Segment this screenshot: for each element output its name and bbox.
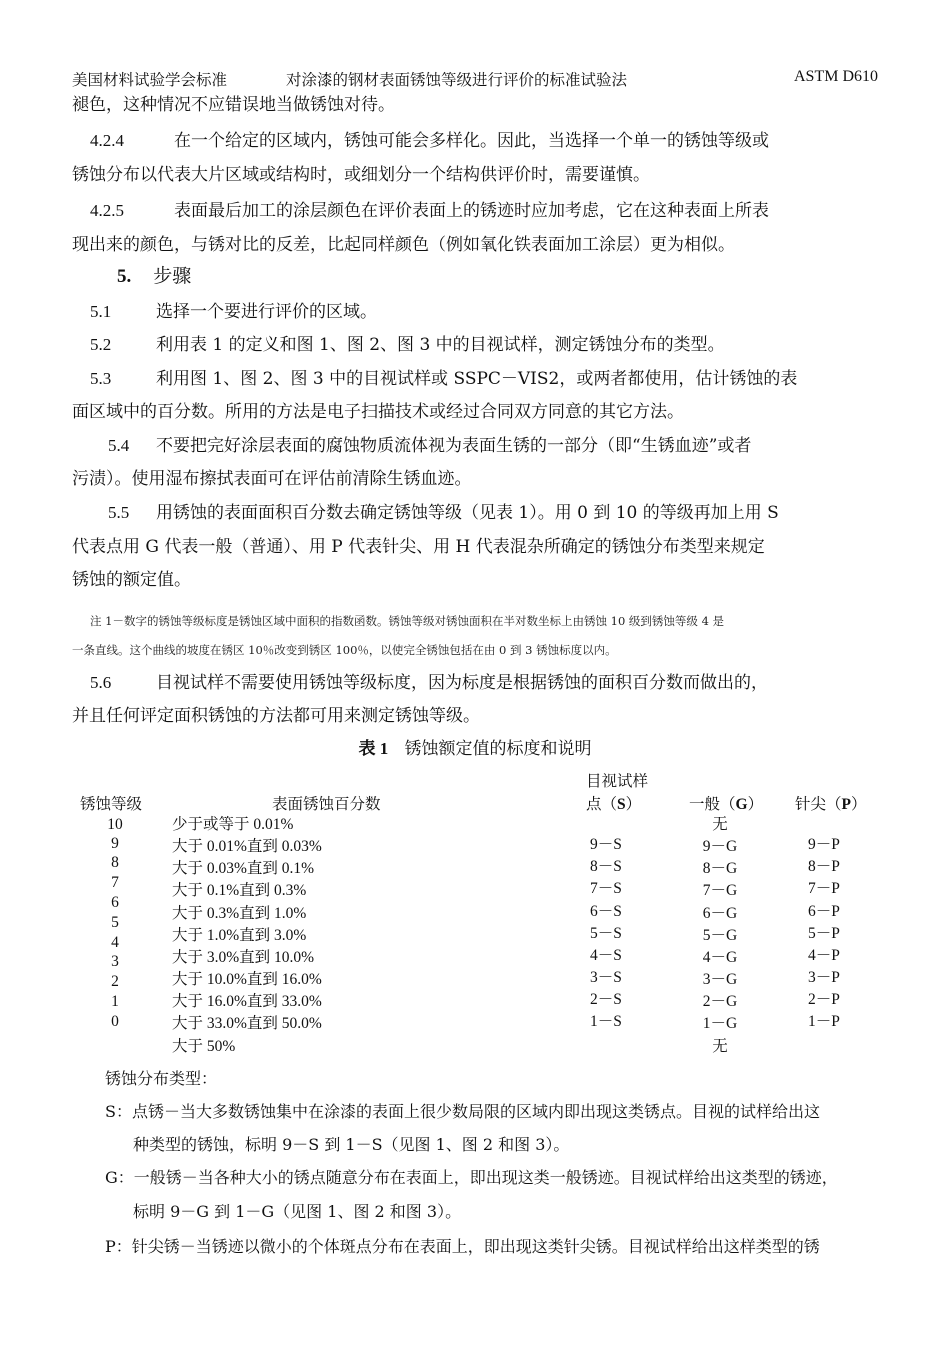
table-grade-cell: 2 [111,973,119,990]
table-general-cell: 4－G [702,949,738,966]
paragraph-5-6-line2: 并且任何评定面积锈蚀的方法都可用来测定锈蚀等级。 [72,706,480,726]
table-pin-cell: 1－P [808,1013,840,1030]
paragraph-line: 选择一个要进行评价的区域。 [156,302,377,322]
table-percent-cell: 大于 16.0%直到 33.0% [172,993,322,1010]
note-1-line2: 一条直线。这个曲线的坡度在锈区 10％改变到锈区 100％，以使完全锈蚀包括在由 0 到 3 锈蚀标度以内。 [72,643,617,657]
table-general-cell: 8－G [702,860,738,877]
header-text: ） [625,795,642,813]
paragraph-5-5-line2: 代表点用 G 代表一般（普通）、用 P 代表针尖、用 H 代表混杂所确定的锈蚀分布类型来规定 [72,537,765,557]
paragraph-line: 利用表 1 的定义和图 1、图 2、图 3 中的目视试样，测定锈蚀分布的类型。 [156,335,725,355]
table-grade-cell: 0 [111,1013,119,1030]
paragraph-line: 目视试样不需要使用锈蚀等级标度，因为标度是根据锈蚀的面积百分数而做出的， [156,673,768,693]
table-general-cell: 7－G [702,882,738,899]
note-1-line1: 注 1－数字的锈蚀等级标度是锈蚀区域中面积的指数函数。锈蚀等级对锈蚀面积在半对数坐标上由锈蚀 10 级到锈蚀等级 4 是 [90,614,725,628]
table-percent-cell: 大于 0.3%直到 1.0% [172,905,307,922]
header-document-title: 对涂漆的钢材表面锈蚀等级进行评价的标准试验法 [286,71,628,89]
paragraph-5-5 [108,502,779,524]
table-pin-cell: 4－P [808,947,840,964]
table-general-cell: 9－G [702,838,738,855]
table-spot-cell: 4－S [590,947,622,964]
table-general-cell: 无 [712,816,728,833]
table-title [0,738,950,760]
header-text: ） [747,795,764,813]
table-label: 表 1 [358,739,389,758]
table-spot-cell: 6－S [590,903,622,920]
table-header-spot-line1: 目视试样 [586,772,649,790]
paragraph-number: 4.2.5 [90,201,124,220]
paragraph-line: 用锈蚀的表面面积百分数去确定锈蚀等级（见表 1）。用 0 到 10 的等级再加上用 S [156,503,779,523]
table-pin-cell: 9－P [808,836,840,853]
table-pin-cell: 6－P [808,903,840,920]
table-caption: 锈蚀额定值的标度和说明 [404,739,592,759]
table-percent-cell: 大于 3.0%直到 10.0% [172,949,315,966]
paragraph-number: 4.2.4 [90,131,124,150]
table-percent-cell: 大于 0.03%直到 0.1% [172,860,315,877]
paragraph-5-3-line2: 面区域中的百分数。所用的方法是电子扫描技术或经过合同双方同意的其它方法。 [72,402,684,422]
paragraph-5-3 [90,368,797,390]
table-header-spot-line2 [586,794,641,815]
paragraph-number: 5.6 [90,673,112,692]
table-header-percent: 表面锈蚀百分数 [272,795,381,813]
paragraph-number: 5.2 [90,335,112,354]
table-grade-cell: 5 [111,914,119,931]
header-text: ） [850,795,867,813]
paragraph-5-4-line2: 污渍）。使用湿布擦拭表面可在评估前清除生锈血迹。 [72,469,472,489]
paragraph-number: 5.4 [108,436,130,455]
paragraph-5-4 [108,435,751,457]
table-general-cell: 1－G [702,1015,738,1032]
table-percent-cell: 大于 50% [172,1038,236,1055]
table-general-cell: 6－G [702,905,738,922]
table-percent-cell: 大于 10.0%直到 16.0% [172,971,322,988]
table-header-general [689,794,763,815]
paragraph-number: 5.5 [108,503,130,522]
table-general-cell: 2－G [702,993,738,1010]
table-grade-cell: 3 [111,953,119,970]
table-grade-cell: 8 [111,854,119,871]
table-pin-cell: 2－P [808,991,840,1008]
paragraph-4-2-5-line2: 现出来的颜色，与锈对比的反差，比起同样颜色（例如氧化铁表面加工涂层）更为相似。 [72,235,735,255]
table-grade-cell: 10 [107,816,123,833]
table-pin-cell: 3－P [808,969,840,986]
table-pin-cell: 5－P [808,925,840,942]
paragraph-4-2-5 [90,200,769,222]
paragraph-line: 表面最后加工的涂层颜色在评价表面上的锈迹时应加考虑，它在这种表面上所表 [174,201,769,221]
distribution-spot-line1: S：点锈－当大多数锈蚀集中在涂漆的表面上很少数局限的区域内即出现这类锈点。目视的试样给出这 [105,1102,820,1121]
paragraph-5-5-line3: 锈蚀的额定值。 [72,570,191,590]
header-text: 针尖（ [795,795,842,813]
table-general-cell: 5－G [702,927,738,944]
table-spot-cell: 5－S [590,925,622,942]
section-heading [117,264,191,289]
paragraph-line: 在一个给定的区域内，锈蚀可能会多样化。因此，当选择一个单一的锈蚀等级或 [174,131,769,151]
header-organization: 美国材料试验学会标准 [72,71,228,89]
table-grade-cell: 9 [111,835,119,852]
continuation-line: 褪色，这种情况不应错误地当做锈蚀对待。 [72,95,395,115]
paragraph-line: 不要把完好涂层表面的腐蚀物质流体视为表面生锈的一部分（即“生锈血迹”或者 [156,436,752,456]
page-header [72,68,878,90]
table-pin-cell: 7－P [808,880,840,897]
header-text: 一般（ [689,795,736,813]
table-grade-cell: 6 [111,894,119,911]
distribution-general-line2: 标明 9－G 到 1－G（见图 1、图 2 和图 3）。 [133,1202,462,1221]
paragraph-4-2-4 [90,130,769,152]
distribution-pin-line1: P：针尖锈－当锈迹以微小的个体斑点分布在表面上，即出现这类针尖锈。目视试样给出这样类型的锈 [105,1237,820,1256]
table-grade-cell: 4 [111,934,119,951]
table-percent-cell: 大于 33.0%直到 50.0% [172,1015,322,1032]
table-spot-cell: 8－S [590,858,622,875]
header-text: 点（ [586,795,618,813]
paragraph-5-1 [90,301,377,323]
table-percent-cell: 大于 0.01%直到 0.03% [172,838,322,855]
table-spot-cell: 7－S [590,880,622,897]
distribution-heading: 锈蚀分布类型： [105,1069,218,1088]
table-grade-cell: 1 [111,993,119,1010]
paragraph-5-6 [90,672,768,694]
table-spot-cell: 3－S [590,969,622,986]
table-grade-cell: 7 [111,874,119,891]
header-code: S [617,796,626,813]
table-spot-cell: 1－S [590,1013,622,1030]
section-title: 步骤 [153,265,192,287]
table-header-grade: 锈蚀等级 [80,795,143,813]
header-code: P [841,796,851,813]
paragraph-number: 5.3 [90,369,112,388]
table-pin-cell: 8－P [808,858,840,875]
table-percent-cell: 少于或等于 0.01% [172,816,294,833]
table-percent-cell: 大于 0.1%直到 0.3% [172,882,307,899]
header-code: G [735,796,748,813]
section-number: 5. [117,266,132,287]
distribution-spot-line2: 种类型的锈蚀，标明 9－S 到 1－S（见图 1、图 2 和图 3）。 [133,1135,570,1154]
header-standard-code: ASTM D610 [793,68,878,85]
paragraph-4-2-4-line2: 锈蚀分布以代表大片区域或结构时，或细划分一个结构供评价时，需要谨慎。 [72,165,650,185]
table-general-cell: 无 [712,1038,728,1055]
distribution-general-line1: G：一般锈－当各种大小的锈点随意分布在表面上，即出现这类一般锈迹。目视试样给出这类型的锈迹， [105,1168,838,1187]
table-spot-cell: 2－S [590,991,622,1008]
paragraph-5-2 [90,334,725,356]
paragraph-number: 5.1 [90,302,112,321]
table-spot-cell: 9－S [590,836,622,853]
paragraph-line: 利用图 1、图 2、图 3 中的目视试样或 SSPC－VIS2，或两者都使用，估计锈蚀的表 [156,369,798,389]
table-general-cell: 3－G [702,971,738,988]
table-percent-cell: 大于 1.0%直到 3.0% [172,927,307,944]
table-header-pin [795,794,867,815]
